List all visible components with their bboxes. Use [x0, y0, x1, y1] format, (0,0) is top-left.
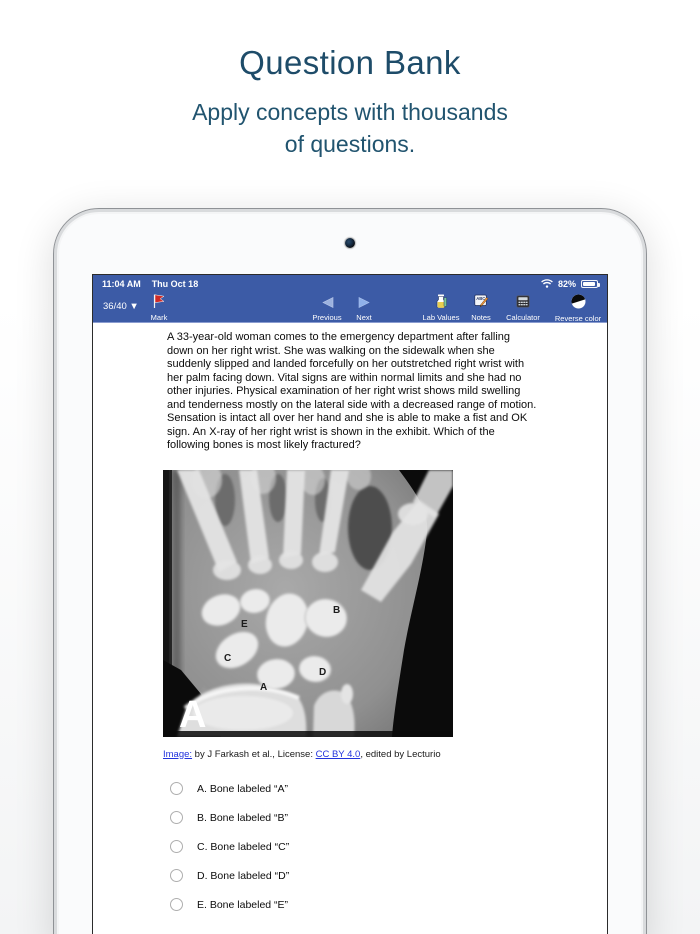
license-link[interactable]: CC BY 4.0: [315, 748, 361, 760]
option-c[interactable]: [170, 840, 607, 854]
wrist-xray-illustration: [163, 470, 453, 737]
option-a-radio[interactable]: [170, 782, 183, 795]
calculator-label: Calculator: [506, 312, 540, 322]
reverse-color-label: Reverse color: [554, 313, 602, 323]
calculator-icon: [516, 295, 530, 313]
option-b-radio[interactable]: [170, 811, 183, 824]
question-toolbar: [93, 293, 607, 323]
option-a-label: A. Bone labeled “A”: [197, 782, 289, 795]
status-date: Thu Oct 18: [151, 279, 199, 289]
option-e-label: E. Bone labeled “E”: [197, 898, 289, 911]
question-content: [93, 331, 607, 912]
option-e-radio[interactable]: [170, 898, 183, 911]
page-subtitle: [0, 96, 700, 160]
reverse-color-icon: [571, 294, 586, 314]
previous-arrow-icon: [320, 295, 335, 313]
ipad-device-frame: [53, 208, 647, 934]
attribution-text: by J Farkash et al., License:: [192, 748, 316, 760]
wifi-icon: [541, 279, 553, 290]
status-time: 11:04 AM: [102, 279, 141, 289]
xray-label-d: D: [319, 666, 327, 678]
option-e[interactable]: [170, 898, 607, 912]
option-c-label: C. Bone labeled “C”: [197, 840, 290, 853]
xray-label-e: E: [241, 618, 248, 630]
image-attribution: [163, 749, 607, 760]
image-source-link[interactable]: Image:: [163, 748, 193, 760]
xray-label-a: A: [260, 681, 268, 693]
page-subtitle-line1: Apply concepts with thousands: [192, 99, 508, 125]
hero-section: [0, 0, 700, 160]
previous-label: Previous: [312, 312, 342, 322]
page-title: Question Bank: [239, 44, 461, 81]
reverse-color-button[interactable]: [543, 294, 608, 322]
mark-label: Mark: [150, 313, 168, 322]
option-d-radio[interactable]: [170, 869, 183, 882]
option-d[interactable]: [170, 869, 607, 883]
front-camera-icon: [345, 238, 355, 248]
notes-label: Notes: [471, 313, 491, 322]
option-d-label: D. Bone labeled “D”: [197, 869, 290, 882]
page-subtitle-line2: of questions.: [284, 131, 416, 157]
xray-label-c: C: [224, 652, 232, 664]
option-b[interactable]: [170, 811, 607, 825]
option-a[interactable]: [170, 782, 607, 796]
question-stem: A 33-year-old woman comes to the emergency department after falling down on her right wrist. She was walking on the sidewalk when she suddenly slipped and landed forcefully on her outstretched right wrist with her palm facing down. Vital signs are within normal limits and she had no other injuries. Physical examination of her right wrist shows mild swelling and tenderness mostly on the lateral side with a decreased range of motion. Sensation is intact all over her hand and she is able to make a fist and OK sign. An X-ray of her right wrist is shown in the exhibit. Which of the following bones is most likely fractured?: [167, 331, 537, 451]
mark-button[interactable]: [129, 294, 189, 322]
xray-label-b: B: [333, 604, 341, 616]
next-label: Next: [356, 312, 372, 322]
svg-text:ABC: ABC: [475, 296, 485, 301]
option-c-radio[interactable]: [170, 840, 183, 853]
answer-options: [170, 782, 607, 912]
attribution-suffix: , edited by Lecturio: [360, 748, 441, 760]
next-arrow-icon: [357, 295, 372, 313]
battery-percent: 82%: [557, 279, 576, 289]
option-b-label: B. Bone labeled “B”: [197, 811, 289, 824]
app-screen: [92, 274, 608, 934]
exhibit-xray-image: [163, 470, 453, 737]
notes-pencil-icon: [474, 294, 489, 313]
status-bar: [93, 275, 607, 293]
question-progress-dropdown[interactable]: 36/40 ▼: [103, 301, 139, 312]
next-button[interactable]: [334, 294, 394, 322]
battery-icon: [581, 280, 598, 288]
lab-flask-icon: [435, 294, 448, 313]
flag-icon: [153, 294, 165, 313]
lab-values-label: Lab Values: [422, 313, 460, 322]
xray-panel-label: A: [179, 693, 207, 736]
